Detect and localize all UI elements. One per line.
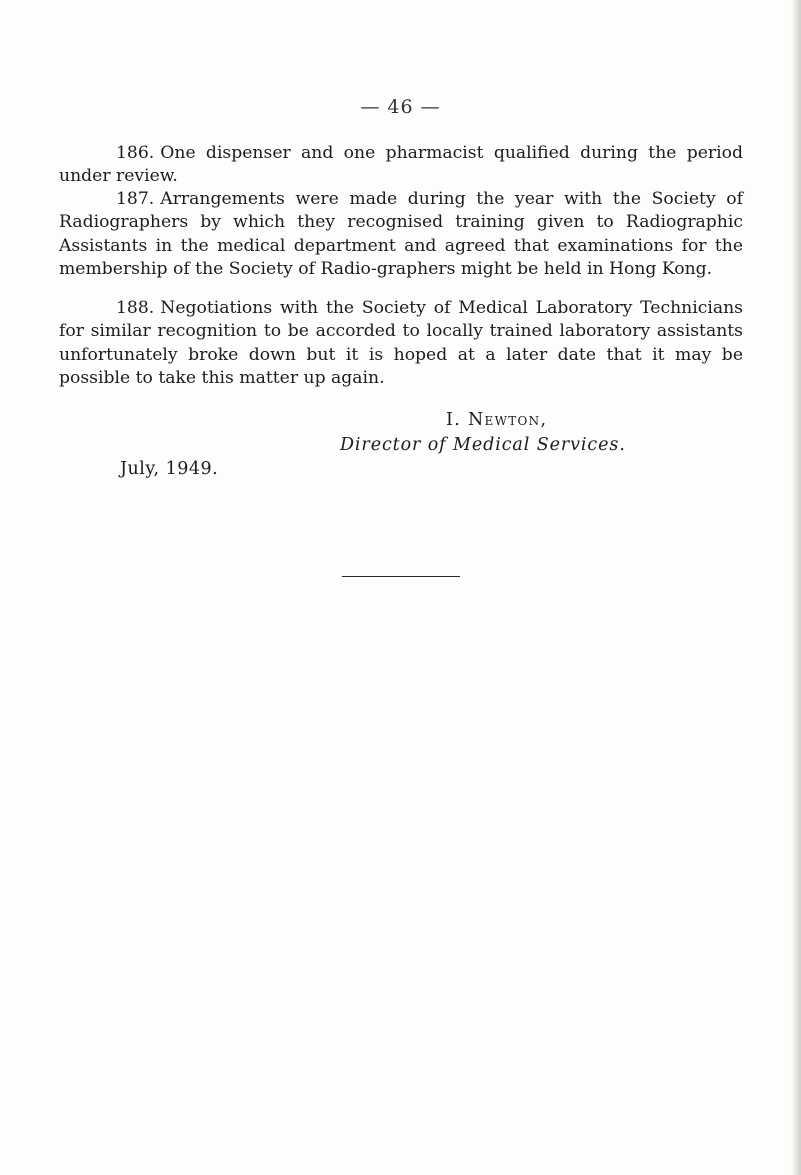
- paragraph-text: Arrangements were made during the year with the Society of Radiographers by which they recognised training given to Radiographic Assistants in the medical department and agreed that examinations for the membership of the Society of Radio-graphers might be held in Hong Kong.: [59, 189, 743, 279]
- paragraph-188: [59, 297, 743, 390]
- document-date: July, 1949.: [120, 459, 219, 479]
- page-number: — 46 —: [360, 96, 441, 118]
- paragraph-187: [59, 188, 743, 281]
- page-edge-shadow: [791, 0, 801, 1175]
- closing-rule: [342, 576, 460, 577]
- signature-block: [340, 408, 750, 457]
- paragraph-text: Negotiations with the Society of Medical Laboratory Technicians for similar recognition to be accorded to locally trained laboratory assistants unfortunately broke down but it is hoped at a later date that it may be possible to take this matter up again.: [59, 298, 743, 388]
- paragraph-186: [59, 142, 743, 189]
- signatory-title: Director of Medical Services.: [340, 434, 626, 455]
- paragraph-number: 186.: [116, 143, 155, 163]
- paragraph-text: One dispenser and one pharmacist qualified during the period under review.: [59, 143, 743, 187]
- paragraph-number: 188.: [116, 298, 155, 318]
- signatory-name: I. Newton,: [446, 410, 548, 430]
- paragraph-number: 187.: [116, 189, 155, 209]
